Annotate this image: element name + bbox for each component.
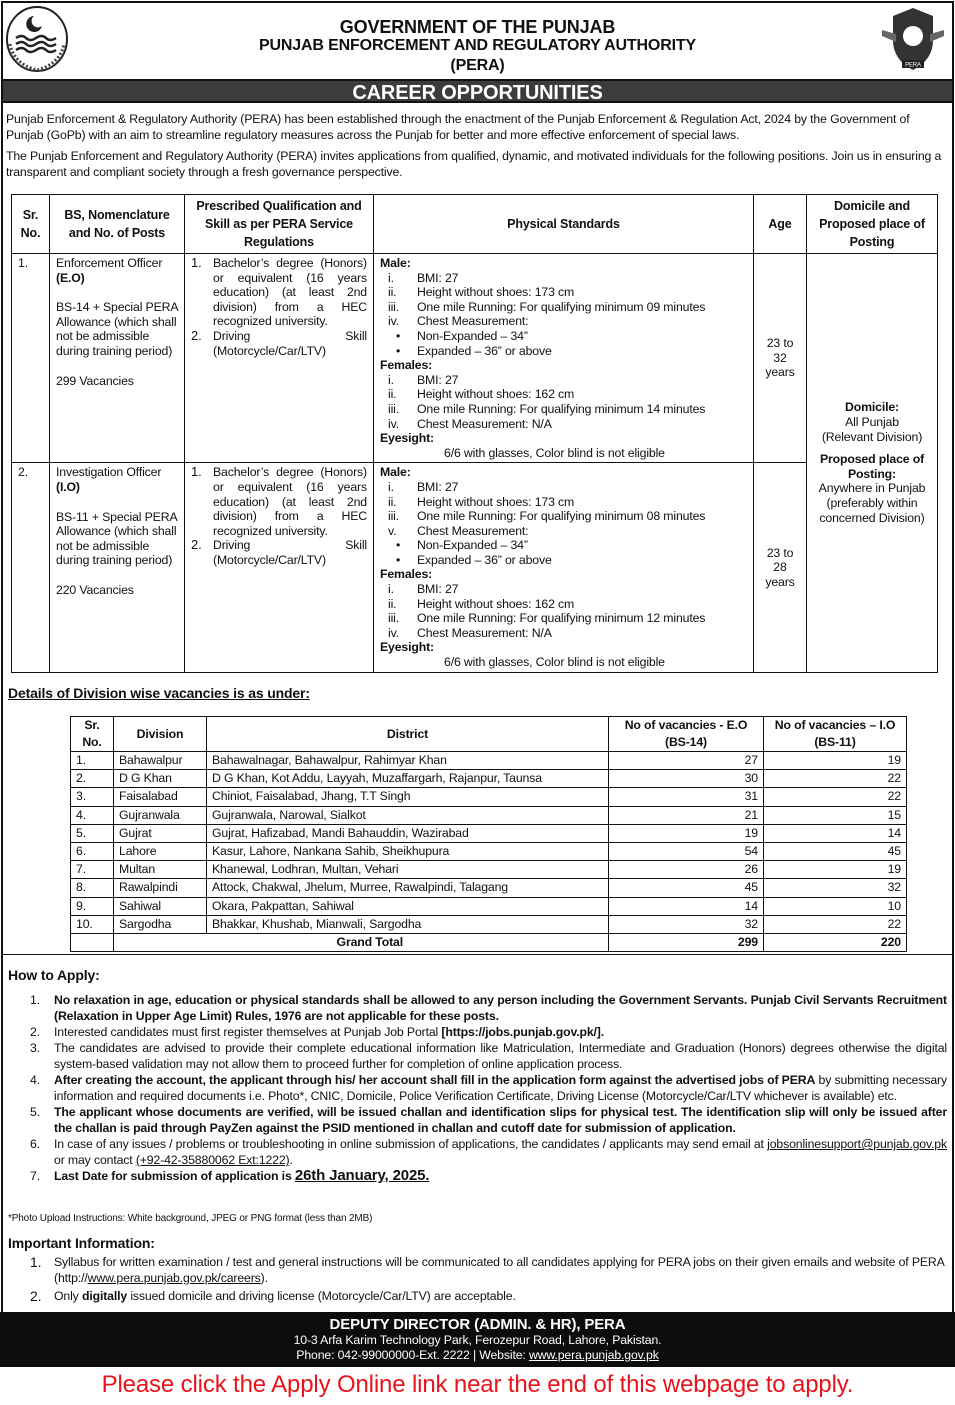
standard-item — [380, 611, 747, 626]
standard-item — [380, 285, 747, 300]
io-vacancies: 22 — [764, 788, 907, 806]
io-vacancies: 15 — [764, 806, 907, 824]
list-item — [30, 1168, 947, 1184]
eyesight-value: 6/6 with glasses, Color blind is not eligible — [444, 655, 665, 670]
vacancies: 220 Vacancies — [56, 582, 134, 597]
division: Rawalpindi — [114, 879, 207, 897]
svg-text:PERA: PERA — [905, 62, 921, 69]
pera-badge-icon — [880, 4, 946, 74]
intro — [6, 112, 948, 186]
item-text: BMI: 27 — [417, 479, 459, 494]
list-item — [30, 992, 947, 1024]
col-header: District — [207, 717, 609, 752]
standard-item — [380, 626, 747, 641]
item-text — [54, 1168, 947, 1184]
post-title: Enforcement Officer — [56, 256, 163, 270]
item-text: BMI: 27 — [417, 582, 459, 597]
item-number: 6. — [30, 1137, 40, 1151]
division-row — [71, 770, 907, 788]
standard-item — [380, 480, 747, 495]
female-label: Females: — [380, 567, 433, 582]
standard-item — [380, 495, 747, 510]
eo-vacancies: 26 — [609, 861, 764, 879]
post-details — [50, 463, 185, 672]
division-row — [71, 879, 907, 897]
io-vacancies: 14 — [764, 824, 907, 842]
sr-no: 2. — [71, 770, 114, 788]
io-vacancies: 22 — [764, 915, 907, 933]
districts: Okara, Pakpattan, Sahiwal — [207, 897, 609, 915]
list-item — [30, 1104, 947, 1136]
female-label: Females: — [380, 358, 433, 373]
header-government: GOVERNMENT OF THE PUNJAB — [339, 17, 616, 37]
career-opportunities-banner: CAREER OPPORTUNITIES — [3, 79, 952, 103]
list-item — [30, 1072, 947, 1104]
pay-scale: BS-11 + Special PERA Allowance (which shall not be admissible during training period) — [56, 509, 177, 568]
col-header: BS, Nomenclature and No. of Posts — [50, 195, 185, 254]
post-abbr: (I.O) — [56, 479, 80, 494]
standard-bullet — [380, 538, 747, 553]
io-vacancies: 45 — [764, 842, 907, 860]
standard-item — [380, 387, 747, 402]
text-segment: [https://jobs.punjab.gov.pk/]. — [441, 1025, 605, 1039]
sr-no: 10. — [71, 915, 114, 933]
text-segment: After creating the account, the applicant through his/ her account shall fill in the application form against the advertised jobs of PERA — [54, 1073, 816, 1087]
grand-total-label: Grand Total — [114, 933, 609, 951]
domicile-value: All Punjab — [845, 415, 899, 430]
text-segment: In case of any issues / problems or troubleshooting in online submission of applications, the candidates / applicants may send email at — [54, 1137, 768, 1151]
item-text: Chest Measurement: — [417, 523, 529, 538]
posting-label: Proposed place of Posting: — [819, 452, 925, 481]
item-text: Bachelor’s degree (Honors) or equivalent (16 years education) (at least 2nd division) from a HEC recognized university. — [213, 256, 367, 329]
division: Sahiwal — [114, 897, 207, 915]
sr-no: 9. — [71, 897, 114, 915]
text-segment: Interested candidates must first register themselves at Punjab Job Portal — [54, 1025, 442, 1039]
item-number: 7. — [30, 1169, 40, 1183]
standard-item — [380, 314, 747, 329]
item-text — [54, 1040, 947, 1072]
physical-standards — [374, 254, 754, 463]
item-number: 1. — [191, 464, 202, 480]
sr-no: 1. — [12, 254, 50, 463]
standard-item — [380, 417, 747, 432]
division-row — [71, 752, 907, 770]
item-number: ii. — [388, 596, 397, 611]
item-text — [54, 1104, 947, 1136]
item-number: 2. — [191, 327, 202, 343]
col-header: Sr. No. — [71, 717, 114, 752]
item-number: 2. — [191, 537, 202, 553]
divider — [3, 954, 952, 955]
age-range: 23 to 28 years — [754, 463, 807, 672]
item-text: One mile Running: For qualifying minimum 12 minutes — [417, 611, 706, 626]
standard-item — [380, 300, 747, 315]
bullet-icon: • — [396, 343, 401, 358]
division-row — [71, 897, 907, 915]
item-text: BMI: 27 — [417, 372, 459, 387]
how-to-apply-list — [30, 992, 947, 1184]
division-row — [71, 788, 907, 806]
website-link[interactable]: www.pera.punjab.gov.pk — [528, 1348, 659, 1362]
io-vacancies: 32 — [764, 879, 907, 897]
contact-link[interactable]: www.pera.punjab.gov.pk/careers — [87, 1271, 261, 1285]
total-eo: 299 — [609, 933, 764, 951]
eo-vacancies: 32 — [609, 915, 764, 933]
item-text — [54, 1254, 947, 1286]
physical-standards — [374, 463, 754, 672]
text-segment: issued domicile and driving license (Motorcycle/Car/LTV) are acceptable. — [127, 1289, 516, 1303]
text-segment: The applicant whose documents are verified, will be issued challan and identification slips for physical test. The identification slip will only be issued after the challan is paid through PayZen against the PSID mentioned in challan and cutoff date for submission of application. — [54, 1105, 947, 1135]
item-text: BMI: 27 — [417, 270, 459, 285]
text-segment: . — [289, 1153, 293, 1167]
item-text: Height without shoes: 162 cm — [417, 596, 575, 611]
grand-total-row — [71, 933, 907, 951]
division: Sargodha — [114, 915, 207, 933]
item-number: 5. — [30, 1105, 40, 1119]
intro-paragraph: The Punjab Enforcement and Regulatory Authority (PERA) invites applications from qualified, dynamic, and motivated individuals for the following positions. Join us in ensuring a transparent and compliant society through a fresh governance perspective. — [6, 149, 942, 179]
sr-no: 2. — [12, 463, 50, 672]
districts: Bhakkar, Khushab, Mianwali, Sargodha — [207, 915, 609, 933]
division-heading: Details of Division wise vacancies is as under: — [8, 685, 310, 701]
item-number: i. — [388, 270, 394, 285]
sr-no: 8. — [71, 879, 114, 897]
sr-no: 6. — [71, 842, 114, 860]
io-vacancies: 19 — [764, 861, 907, 879]
item-number: ii. — [388, 387, 397, 402]
eo-vacancies: 27 — [609, 752, 764, 770]
bullet-icon: • — [396, 538, 401, 553]
domicile-value: (Relevant Division) — [821, 429, 923, 444]
sr-no: 3. — [71, 788, 114, 806]
item-number: i. — [388, 582, 394, 597]
eo-vacancies: 19 — [609, 824, 764, 842]
text-segment: Only — [54, 1289, 82, 1303]
item-number: iii. — [388, 401, 400, 416]
eyesight-label: Eyesight: — [380, 640, 434, 655]
qualification — [185, 254, 374, 463]
footer — [0, 1312, 955, 1367]
standard-item — [380, 582, 747, 597]
item-number: v. — [388, 523, 397, 538]
pay-scale: BS-14 + Special PERA Allowance (which shall not be admissible during training period) — [56, 300, 178, 358]
col-header: Age — [754, 195, 807, 254]
item-number: 2. — [30, 1288, 42, 1304]
standard-bullet — [380, 344, 747, 359]
bullet-icon: • — [396, 328, 401, 343]
item-number: 4. — [30, 1073, 40, 1087]
sr-no: 1. — [71, 752, 114, 770]
col-header: No of vacancies – I.O (BS-11) — [764, 717, 907, 752]
io-vacancies: 10 — [764, 897, 907, 915]
list-item — [30, 1288, 947, 1304]
districts: Bahawalnagar, Bahawalpur, Rahimyar Khan — [207, 752, 609, 770]
item-number: iv. — [388, 625, 399, 640]
qualification-item — [191, 465, 367, 538]
contact-link[interactable]: (+92-42-35880062 Ext:1222) — [135, 1153, 290, 1167]
how-to-apply-heading: How to Apply: — [8, 967, 100, 983]
item-text: Height without shoes: 173 cm — [417, 494, 575, 509]
standard-bullet — [380, 553, 747, 568]
item-text: Height without shoes: 173 cm — [417, 285, 575, 300]
division: Gujrat — [114, 824, 207, 842]
eo-vacancies: 21 — [609, 806, 764, 824]
age-range: 23 to 32 years — [754, 254, 807, 463]
list-item — [30, 1254, 947, 1286]
col-header: No of vacancies - E.O (BS-14) — [609, 717, 764, 752]
item-text: Expanded – 36” or above — [417, 343, 552, 358]
list-item — [30, 1136, 947, 1168]
eo-vacancies: 45 — [609, 879, 764, 897]
domicile-label: Domicile: — [845, 400, 899, 415]
text-segment: Last Date for submission of application is — [54, 1169, 295, 1183]
item-text: Chest Measurement: N/A — [417, 625, 552, 640]
col-header: Domicile and Proposed place of Posting — [807, 195, 938, 254]
important-heading: Important Information: — [8, 1235, 155, 1251]
eyesight-value: 6/6 with glasses, Color blind is not eligible — [444, 445, 665, 460]
division-row — [71, 824, 907, 842]
io-vacancies: 19 — [764, 752, 907, 770]
sr-no: 7. — [71, 861, 114, 879]
item-text — [54, 1024, 947, 1040]
io-vacancies: 22 — [764, 770, 907, 788]
division-table — [70, 716, 907, 952]
item-text: Chest Measurement: — [417, 314, 529, 329]
important-list — [30, 1254, 947, 1306]
blank — [71, 933, 114, 951]
districts: Chiniot, Faisalabad, Jhang, T.T Singh — [207, 788, 609, 806]
item-number: iv. — [388, 416, 399, 431]
eyesight-label: Eyesight: — [380, 431, 434, 446]
item-number: 1. — [30, 1254, 42, 1270]
division: Gujranwala — [114, 806, 207, 824]
vacancies: 299 Vacancies — [56, 373, 134, 388]
eo-vacancies: 14 — [609, 897, 764, 915]
item-text: Driving Skill (Motorcycle/Car/LTV) — [213, 538, 367, 567]
apply-online-notice: Please click the Apply Online link near the end of this webpage to apply. — [101, 1371, 854, 1398]
item-text — [54, 1288, 516, 1304]
footer-contact — [0, 1348, 955, 1363]
eo-vacancies: 30 — [609, 770, 764, 788]
bullet-icon: • — [396, 552, 401, 567]
item-number: iii. — [388, 509, 400, 524]
list-item — [30, 1040, 947, 1072]
standard-item — [380, 271, 747, 286]
sr-no: 5. — [71, 824, 114, 842]
item-text: Height without shoes: 162 cm — [417, 387, 575, 402]
division: D G Khan — [114, 770, 207, 788]
text-segment: The candidates are advised to provide their complete educational information like Matriculation, Intermediate and Graduation (Honors) degrees otherwise the digital system-based validation may not allow them to proceed further for completion of online application process. — [54, 1041, 947, 1071]
standard-item — [380, 402, 747, 417]
item-text — [54, 992, 947, 1024]
item-number: iii. — [388, 611, 400, 626]
division: Lahore — [114, 842, 207, 860]
eo-vacancies: 54 — [609, 842, 764, 860]
domicile-posting — [807, 254, 938, 673]
item-number: ii. — [388, 494, 397, 509]
sr-no: 4. — [71, 806, 114, 824]
qualification-item — [191, 538, 367, 567]
header-abbr: (PERA) — [450, 57, 505, 74]
districts: Attock, Chakwal, Jhelum, Murree, Rawalpindi, Talagang — [207, 879, 609, 897]
col-header: Division — [114, 717, 207, 752]
districts: D G Khan, Kot Addu, Layyah, Muzaffargarh, Rajanpur, Taunsa — [207, 770, 609, 788]
item-text: Non-Expanded – 34” — [417, 538, 528, 553]
text-segment: ). — [260, 1271, 268, 1285]
footer-phone: Phone: 042-99000000-Ext. 2222 | Website: — [296, 1348, 529, 1362]
contact-link[interactable]: jobsonlinesupport@punjab.gov.pk — [767, 1137, 947, 1151]
text-segment: by submitting necessary information and required documents i.e. Photo*, CNIC, Domicile, Police Verification Certificate, Driving License (Motorcycle/Car/LTV whichever is available) etc. — [54, 1073, 947, 1103]
qualification — [185, 463, 374, 672]
item-number: i. — [388, 479, 394, 494]
item-text: Bachelor’s degree (Honors) or equivalent (16 years education) (at least 2nd division) from a HEC recognized university. — [213, 465, 367, 538]
item-text: Chest Measurement: N/A — [417, 416, 552, 431]
item-number: 1. — [191, 255, 202, 270]
item-text: One mile Running: For qualifying minimum 14 minutes — [417, 401, 706, 416]
division-row — [71, 842, 907, 860]
division-row — [71, 806, 907, 824]
districts: Gujranwala, Narowal, Sialkot — [207, 806, 609, 824]
header-authority: PUNJAB ENFORCEMENT AND REGULATORY AUTHORITY — [258, 37, 697, 54]
col-header: Prescribed Qualification and Skill as per PERA Service Regulations — [185, 195, 374, 254]
item-number: 3. — [30, 1041, 40, 1055]
col-header: Sr. No. — [12, 195, 50, 254]
text-segment: Syllabus for written examination / test and general instructions will be communicated to all candidates applying for PERA jobs on their given emails and website of PERA (http:// — [54, 1255, 945, 1285]
division-row — [71, 861, 907, 879]
post-details — [50, 254, 185, 463]
positions-table — [11, 194, 938, 673]
division-row — [71, 915, 907, 933]
post-title: Investigation Officer — [56, 465, 162, 480]
posting-value: (preferably within concerned Division) — [819, 496, 925, 525]
position-row — [12, 463, 938, 672]
standard-item — [380, 597, 747, 612]
item-text — [54, 1136, 947, 1168]
item-number: i. — [388, 372, 394, 387]
qualification-item — [191, 329, 367, 358]
division: Bahawalpur — [114, 752, 207, 770]
text-segment: digitally — [81, 1289, 128, 1303]
item-text: Driving Skill (Motorcycle/Car/LTV) — [213, 328, 367, 358]
standard-item — [380, 373, 747, 388]
item-number: 1. — [30, 993, 40, 1007]
total-io: 220 — [764, 933, 907, 951]
male-label: Male: — [380, 465, 411, 480]
text-segment: No relaxation in age, education or physical standards shall be allowed to any person including the Government Servants. Punjab Civil Servants Recruitment (Relaxation in Upper Age Limit) Rules, 1976 are not applicable for these posts. — [54, 993, 947, 1023]
intro-paragraph: Punjab Enforcement & Regulatory Authority (PERA) has been established through the enactment of the Punjab Enforcement & Regulation Act, 2024 by the Government of Punjab (GoPb) with an aim to streamline regulatory measures across the Punjab for better and more effective enforcement of special laws. — [6, 112, 910, 142]
male-label: Male: — [380, 256, 411, 270]
item-text: Non-Expanded – 34” — [417, 328, 528, 343]
footer-address: 10-3 Arfa Karim Technology Park, Ferozepur Road, Lahore, Pakistan. — [293, 1333, 662, 1347]
text-segment: or may contact — [54, 1153, 136, 1167]
item-text — [54, 1072, 947, 1104]
text-segment: 26th January, 2025. — [294, 1167, 430, 1184]
photo-note: *Photo Upload Instructions: White background, JPEG or PNG format (less than 2MB) — [8, 1213, 373, 1224]
standard-item — [380, 509, 747, 524]
standard-bullet — [380, 329, 747, 344]
standard-item — [380, 524, 747, 539]
qualification-item — [191, 256, 367, 329]
item-number: iv. — [388, 314, 399, 329]
footer-title: DEPUTY DIRECTOR (ADMIN. & HR), PERA — [329, 1316, 626, 1333]
districts: Gujrat, Hafizabad, Mandi Bahauddin, Wazirabad — [207, 824, 609, 842]
districts: Kasur, Lahore, Nankana Sahib, Sheikhupura — [207, 842, 609, 860]
header — [0, 0, 955, 80]
post-abbr: (E.O) — [56, 270, 85, 285]
position-row — [12, 254, 938, 463]
item-text: Expanded – 36” or above — [417, 552, 552, 567]
item-text: One mile Running: For qualifying minimum 08 minutes — [417, 509, 706, 524]
col-header: Physical Standards — [374, 195, 754, 254]
item-text: One mile Running: For qualifying minimum 09 minutes — [417, 299, 706, 314]
item-number: 2. — [30, 1025, 40, 1039]
item-number: iii. — [388, 299, 400, 314]
districts: Khanewal, Lodhran, Multan, Vehari — [207, 861, 609, 879]
division: Faisalabad — [114, 788, 207, 806]
list-item — [30, 1024, 947, 1040]
eo-vacancies: 31 — [609, 788, 764, 806]
division: Multan — [114, 861, 207, 879]
posting-value: Anywhere in Punjab — [818, 481, 926, 496]
item-number: ii. — [388, 285, 397, 300]
